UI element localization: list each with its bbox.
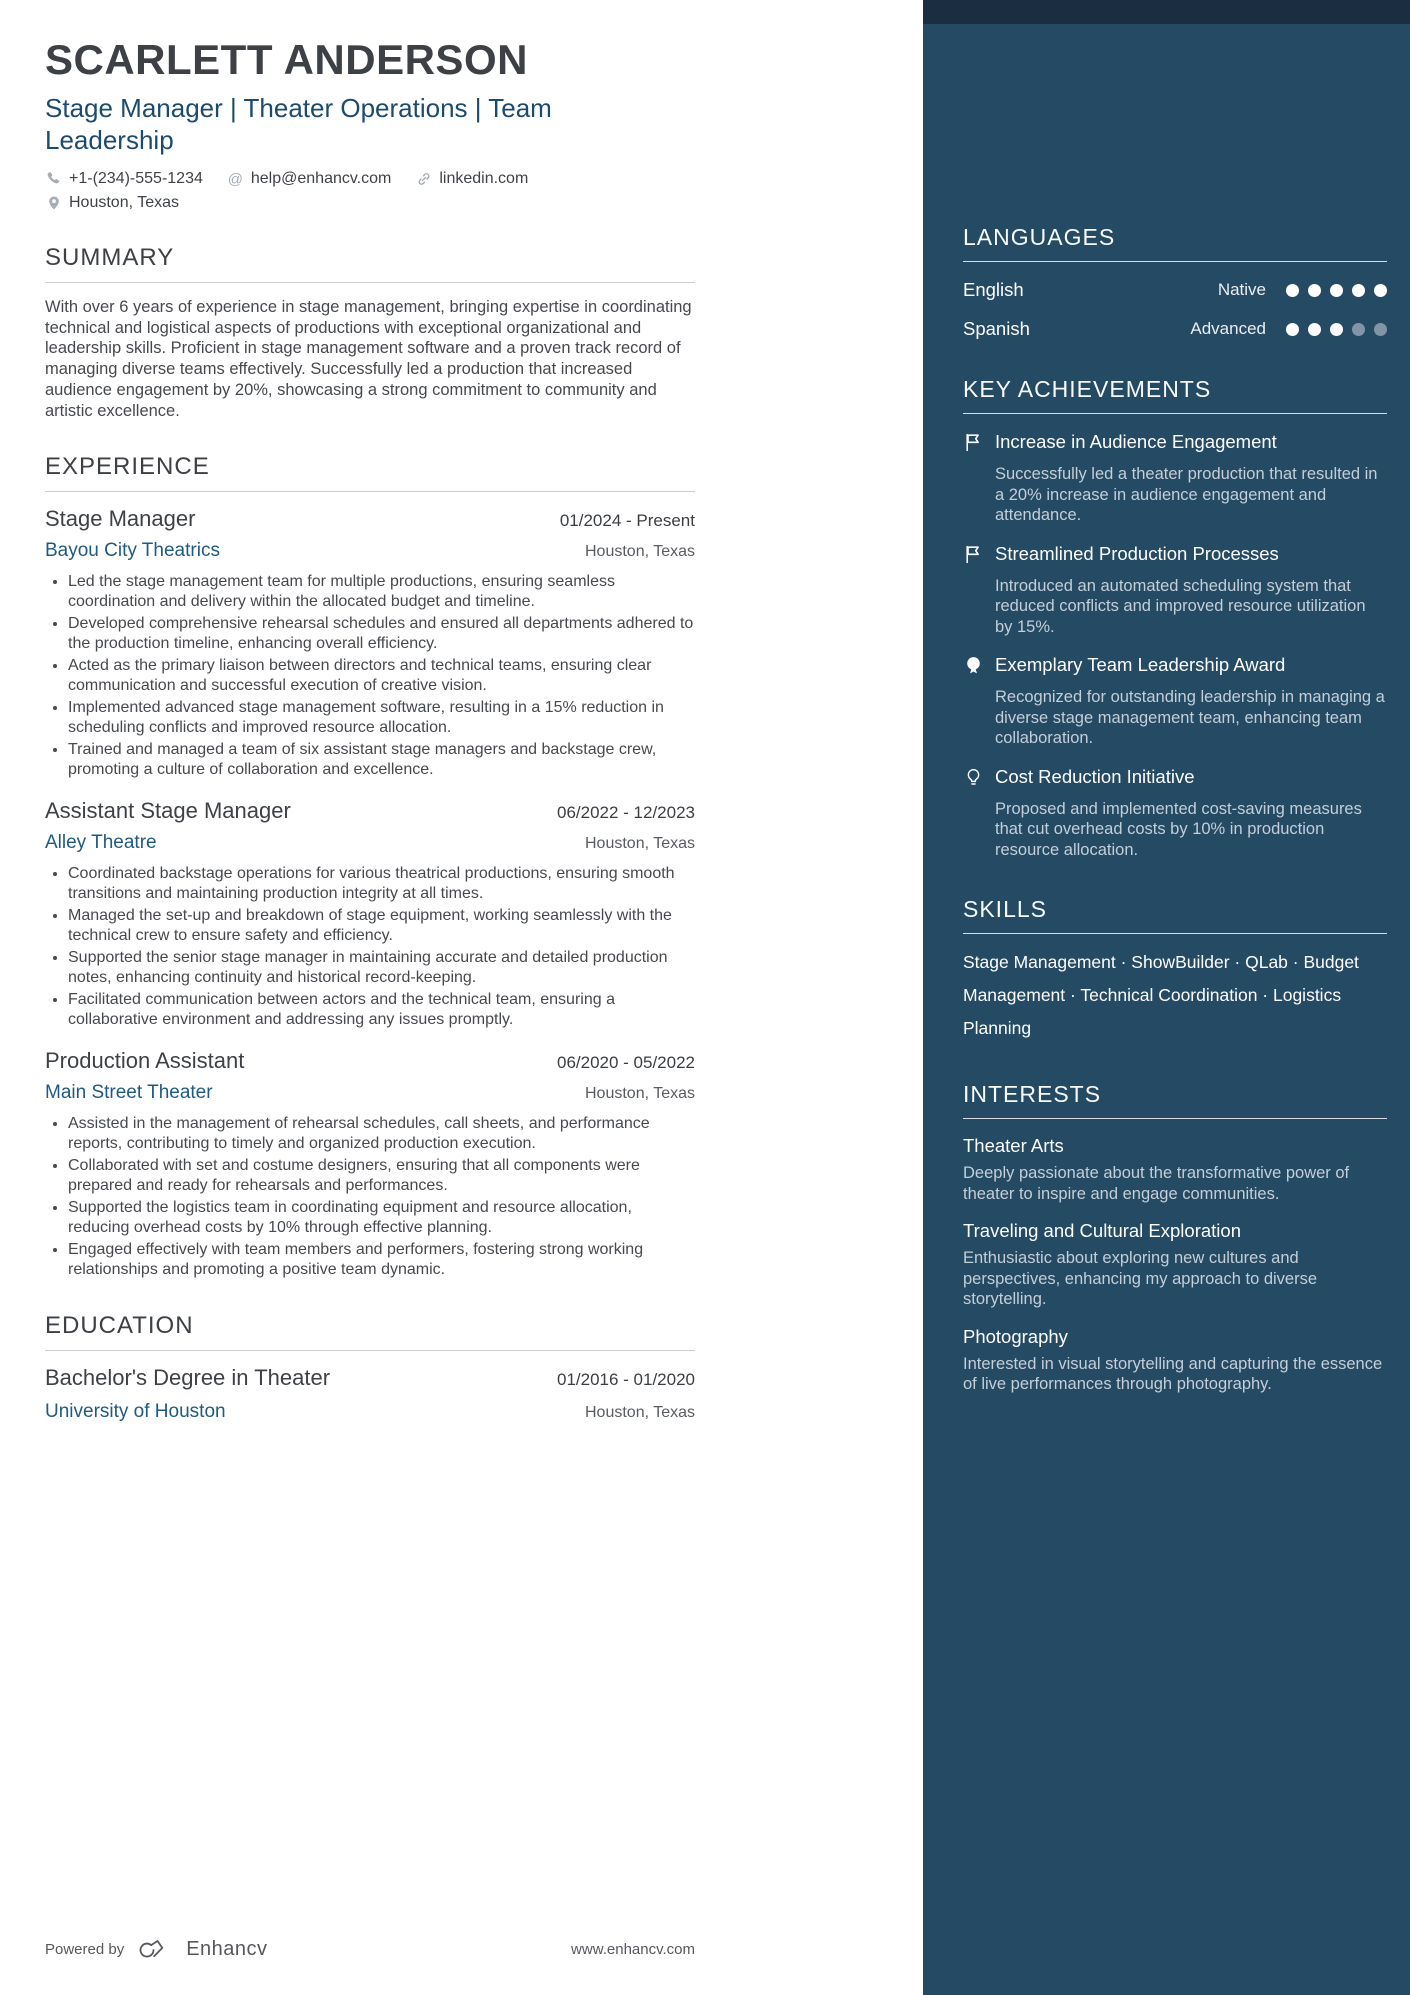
lightbulb-icon — [963, 767, 995, 793]
interest-item — [963, 1134, 1387, 1204]
person-name: SCARLETT ANDERSON — [45, 36, 528, 83]
language-row — [963, 279, 1387, 301]
interests-section — [963, 1081, 1387, 1395]
job-location: Houston, Texas — [585, 543, 695, 561]
location-contact — [45, 194, 179, 212]
link-contact[interactable] — [415, 170, 528, 188]
bullet-item: • Coordinated backstage operations for various theatrical productions, ensuring smooth transitions and maintaining production integrity at all times. — [68, 864, 695, 904]
language-row — [963, 318, 1387, 340]
brand-name: Enhancv — [186, 1938, 268, 1960]
school: University of Houston — [45, 1401, 226, 1423]
flag-icon — [963, 544, 995, 570]
job-location: Houston, Texas — [585, 835, 695, 853]
achievement-title: Streamlined Production Processes — [995, 542, 1279, 564]
achievement-item — [963, 765, 1387, 861]
job-dates: 01/2024 - Present — [559, 511, 695, 531]
languages-heading: LANGUAGES — [963, 224, 1116, 250]
bullet-item: • Supported the senior stage manager in maintaining accurate and detailed production notes, enhancing continuity and historical record-keeping. — [68, 948, 695, 988]
job-bullets — [45, 864, 695, 1030]
language-name: English — [963, 279, 1024, 300]
achievement-description: Successfully led a theater production that resulted in a 20% increase in audience engagement and attendance. — [995, 465, 1378, 524]
job-title: Production Assistant — [45, 1048, 245, 1074]
experience-heading: EXPERIENCE — [45, 453, 210, 481]
job-title: Stage Manager — [45, 506, 196, 532]
bullet-item: • Developed comprehensive rehearsal schedules and ensured all departments adhered to the production timeline, enhancing overall efficiency. — [68, 614, 695, 654]
job-dates: 06/2022 - 12/2023 — [556, 803, 695, 823]
interest-title: Photography — [963, 1325, 1068, 1347]
email-address: help@enhancv.com — [250, 170, 392, 187]
divider — [963, 261, 1387, 262]
at-icon: @ — [227, 170, 243, 188]
divider — [963, 933, 1387, 934]
language-level: Native — [1217, 280, 1266, 299]
email-contact[interactable] — [227, 170, 391, 188]
achievement-title: Increase in Audience Engagement — [995, 431, 1277, 452]
job-bullets — [45, 572, 695, 780]
summary-heading: SUMMARY — [45, 244, 175, 271]
bullet-item: • Acted as the primary liaison between directors and technical teams, ensuring clear communication and successful execution of creative vision. — [68, 656, 695, 696]
interest-description: Interested in visual storytelling and capturing the essence of live performances through photography. — [963, 1354, 1383, 1393]
interest-description: Enthusiastic about exploring new cultures and perspectives, enhancing my approach to diverse storytelling. — [963, 1249, 1318, 1308]
divider — [963, 413, 1387, 414]
interest-description: Deeply passionate about the transformative power of theater to inspire and engage communities. — [963, 1164, 1350, 1203]
bullet-item: • Implemented advanced stage management software, resulting in a 15% reduction in scheduling conflicts and improved resource allocation. — [68, 698, 695, 738]
link-text: linkedin.com — [439, 170, 529, 187]
location-pin-icon — [45, 195, 62, 212]
bullet-item: • Managed the set-up and breakdown of stage equipment, working seamlessly with the technical crew to ensure safety and efficiency. — [68, 906, 695, 946]
job-bullets — [45, 1114, 695, 1280]
achievements-section — [963, 376, 1387, 860]
achievement-description: Recognized for outstanding leadership in managing a diverse stage management team, enhancing team collaboration. — [995, 688, 1385, 747]
language-name: Spanish — [963, 318, 1030, 339]
powered-by-label: Powered by — [45, 1941, 125, 1958]
contact-row — [45, 170, 695, 188]
divider — [45, 491, 695, 492]
job-entry — [45, 506, 695, 780]
job-entry — [45, 798, 695, 1030]
achievement-item — [963, 653, 1387, 749]
interest-item — [963, 1325, 1387, 1395]
degree: Bachelor's Degree in Theater — [45, 1365, 331, 1391]
education-section — [45, 1312, 695, 1423]
link-icon — [415, 171, 432, 188]
achievement-title: Exemplary Team Leadership Award — [995, 654, 1286, 675]
bullet-item: • Engaged effectively with team members and performers, fostering strong working relationships and promoting a positive team dynamic. — [68, 1240, 695, 1280]
interest-item — [963, 1219, 1387, 1310]
achievement-description: Proposed and implemented cost-saving measures that cut overhead costs by 10% in production resource allocation. — [995, 799, 1362, 859]
interest-title: Traveling and Cultural Exploration — [963, 1220, 1241, 1241]
enhancv-logo-icon — [138, 1939, 172, 1961]
skills-section — [963, 896, 1387, 1045]
achievement-description: Introduced an automated scheduling system that reduced conflicts and improved resource utilization by 15%. — [995, 576, 1366, 636]
job-dates: 06/2020 - 05/2022 — [556, 1053, 695, 1073]
interest-title: Theater Arts — [963, 1135, 1064, 1156]
bullet-item: • Supported the logistics team in coordinating equipment and resource allocation, reducing overhead costs by 10% through effective planning. — [68, 1198, 695, 1238]
languages-section — [963, 224, 1387, 340]
experience-section — [45, 453, 695, 1280]
interests-heading: INTERESTS — [963, 1081, 1102, 1107]
language-level: Advanced — [1190, 319, 1266, 338]
phone-icon — [45, 171, 62, 188]
phone-number: +1-(234)-555-1234 — [69, 170, 203, 187]
footer — [45, 1938, 695, 1961]
divider — [45, 282, 695, 283]
job-location: Houston, Texas — [585, 1085, 695, 1103]
job-company: Main Street Theater — [45, 1082, 213, 1104]
bullet-item: • Trained and managed a team of six assistant stage managers and backstage crew, promoting a culture of collaboration and excellence. — [68, 740, 695, 780]
job-title: Assistant Stage Manager — [45, 798, 291, 824]
summary-section — [45, 244, 695, 421]
divider — [45, 1350, 695, 1351]
phone-contact[interactable] — [45, 170, 203, 188]
achievement-item — [963, 542, 1387, 638]
medal-icon — [963, 655, 995, 681]
location-text: Houston, Texas — [69, 194, 179, 211]
website-link[interactable]: www.enhancv.com — [571, 1941, 695, 1958]
headline: Stage Manager | Theater Operations | Team Leadership — [45, 93, 552, 155]
flag-icon — [963, 432, 995, 458]
bullet-item: • Assisted in the management of rehearsal schedules, call sheets, and performance reports, contributing to timely and organized production execution. — [68, 1114, 695, 1154]
job-company: Alley Theatre — [45, 832, 157, 854]
skills-list: Stage Management · ShowBuilder · QLab · Budget Management · Technical Coordination · Logistics Planning — [963, 952, 1359, 1038]
bullet-item: • Collaborated with set and costume designers, ensuring that all components were prepared and ready for rehearsals and performances. — [68, 1156, 695, 1196]
divider — [963, 1118, 1387, 1119]
location-row — [45, 194, 695, 212]
bullet-item: • Facilitated communication between actors and the technical team, ensuring a collaborative environment and addressing any issues promptly. — [68, 990, 695, 1030]
summary-text: With over 6 years of experience in stage management, bringing expertise in coordinating technical and logistical aspects of productions with exceptional organizational and leadership skills. Proficient in stage management software and a proven track record of managing diverse teams effectively. Successfully led a production that increased audience engagement by 20%, showcasing a strong commitment to community and artistic excellence. — [45, 298, 692, 420]
sidebar-top-band — [923, 0, 1410, 24]
achievement-title: Cost Reduction Initiative — [995, 765, 1195, 787]
education-dates: 01/2016 - 01/2020 — [556, 1370, 695, 1390]
bullet-item: • Led the stage management team for multiple productions, ensuring seamless coordination and delivery within the allocated budget and timeline. — [68, 572, 695, 612]
achievements-heading: KEY ACHIEVEMENTS — [963, 376, 1212, 402]
sidebar — [923, 0, 1410, 1995]
skills-heading: SKILLS — [963, 896, 1047, 922]
language-proficiency-dots — [1286, 323, 1387, 336]
achievement-item — [963, 430, 1387, 526]
job-entry — [45, 1048, 695, 1280]
education-location: Houston, Texas — [585, 1404, 695, 1422]
language-proficiency-dots — [1286, 284, 1387, 297]
job-company: Bayou City Theatrics — [45, 540, 220, 562]
education-heading: EDUCATION — [45, 1312, 194, 1340]
